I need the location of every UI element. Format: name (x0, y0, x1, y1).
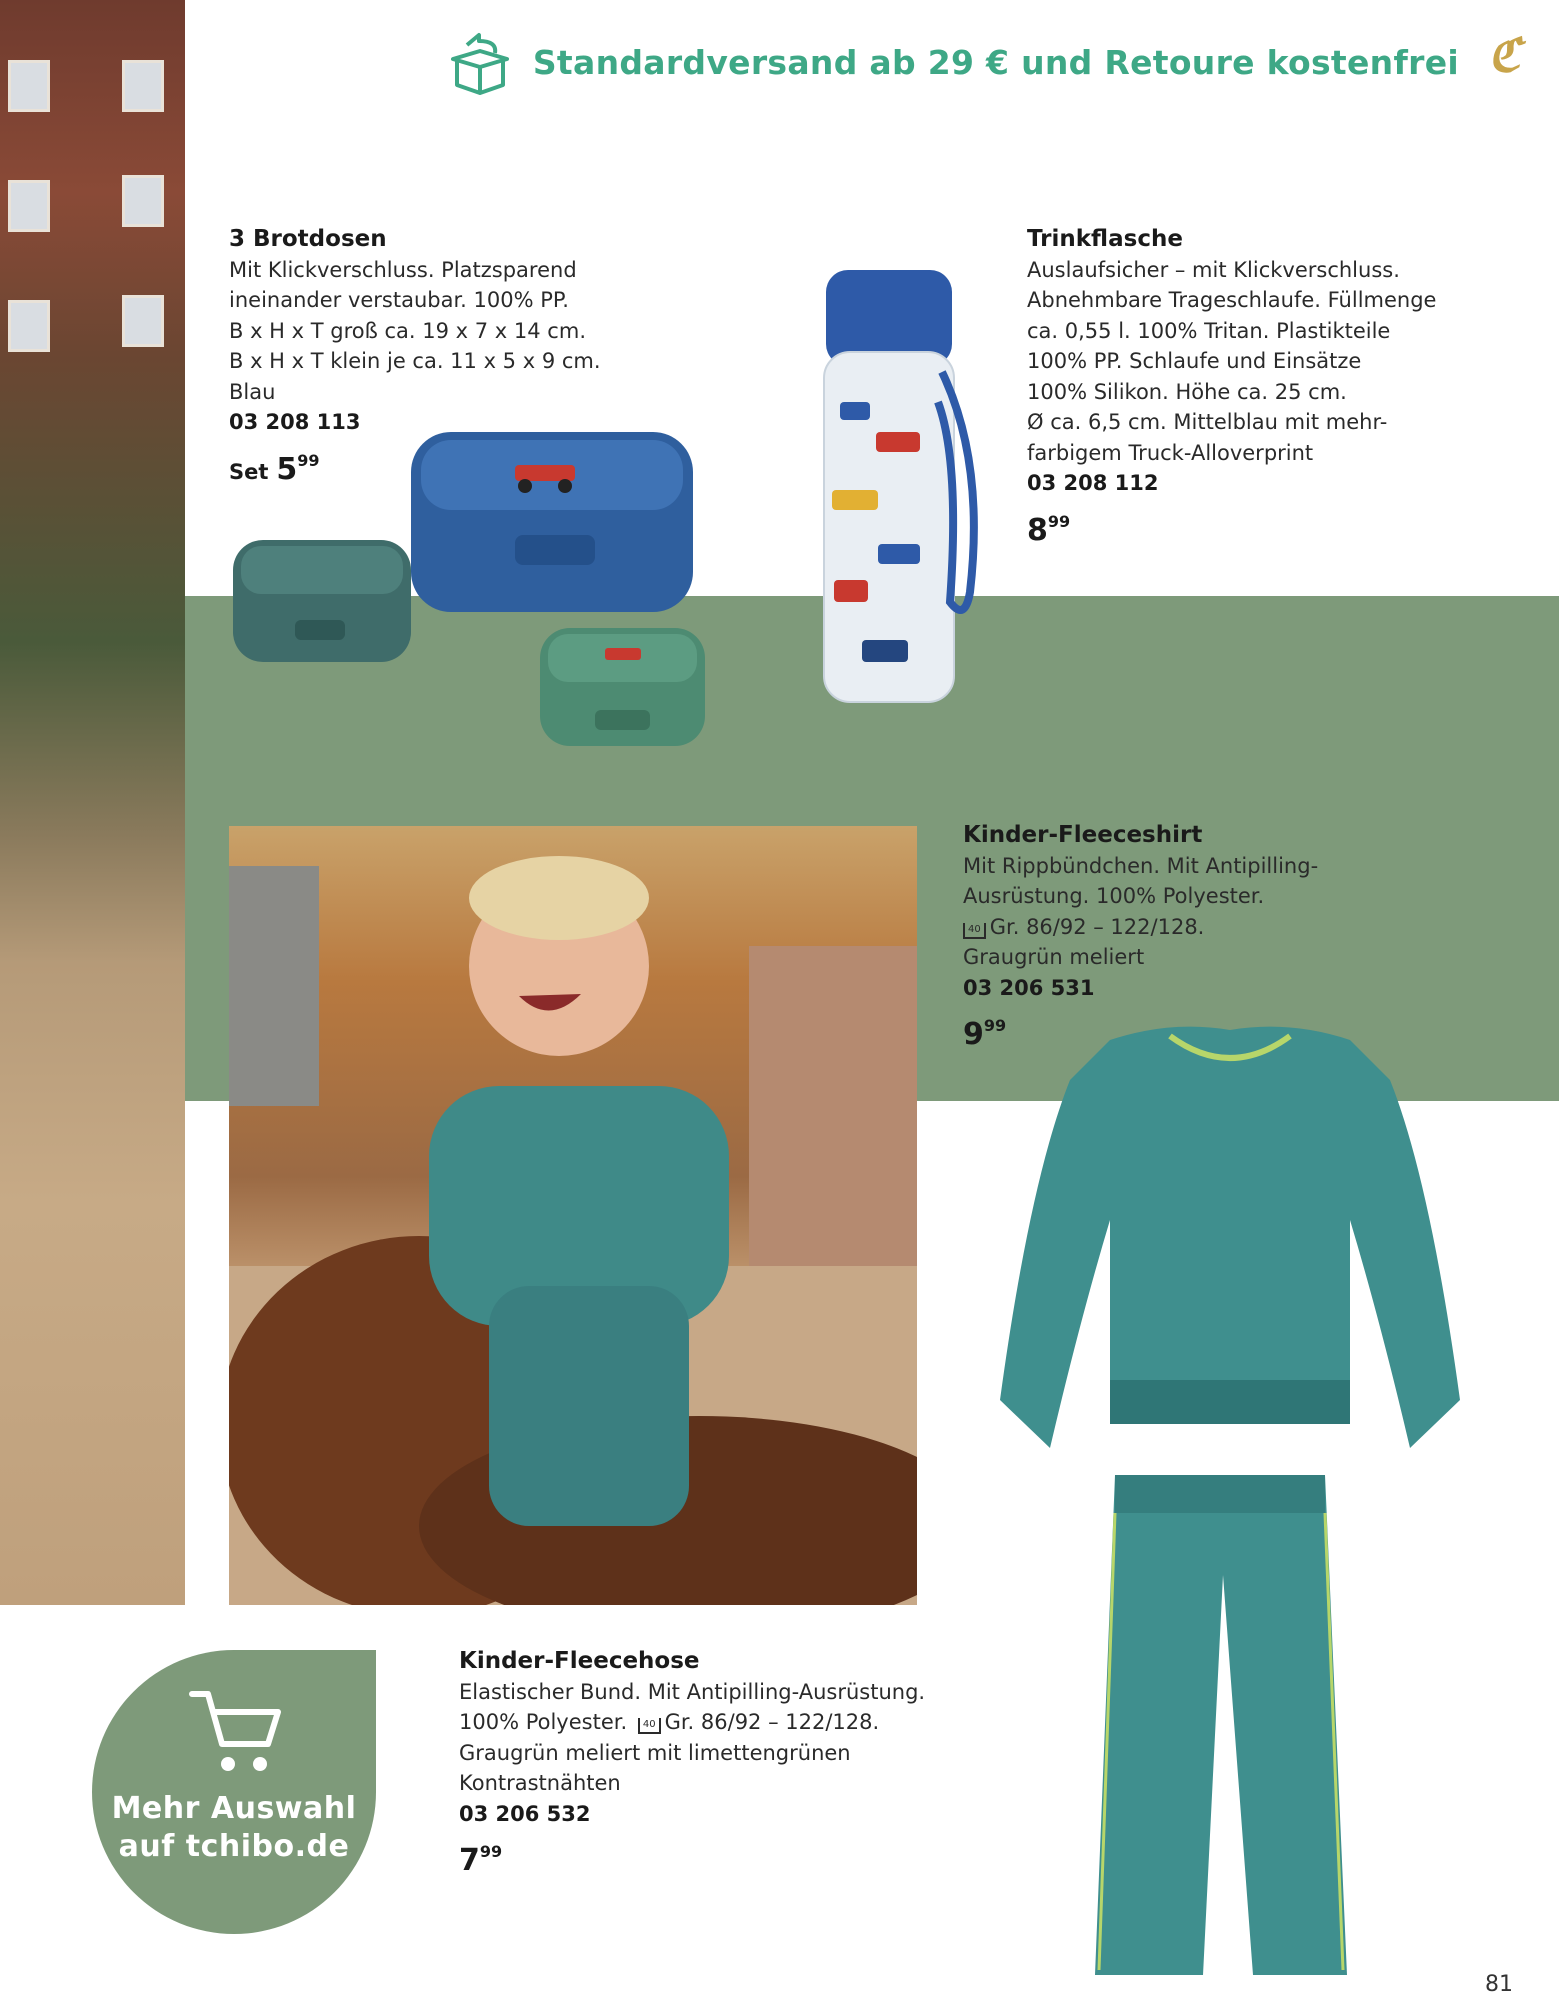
page-number: 81 (1485, 1972, 1513, 1997)
shopping-cart-icon (188, 1688, 284, 1778)
price-euro: 9 (963, 1017, 984, 1052)
product-description-line: Ausrüstung. 100% Polyester. (963, 884, 1265, 908)
more-choice-badge[interactable] (92, 1650, 376, 1934)
window-decoration (8, 60, 50, 112)
product-description-line (459, 1707, 939, 1738)
product-description-line: Mit Rippbündchen. Mit Antipilling- (963, 853, 1319, 878)
product-description-line: Abnehmbare Trageschlaufe. Füllmenge (1027, 288, 1437, 312)
product-title: Kinder-Fleecehose (459, 1648, 700, 1674)
price-euro: 8 (1027, 512, 1048, 548)
window-decoration (8, 180, 50, 232)
wash-40-icon: 40 (963, 923, 986, 939)
more-choice-text (92, 1790, 376, 1866)
article-number: 03 208 113 (229, 410, 361, 434)
product-description-line: B x H x T klein je ca. 11 x 5 x 9 cm. (229, 349, 601, 373)
drinking-bottle-image (810, 262, 990, 712)
product-description-line (963, 912, 1423, 943)
product-fleecehose (459, 1646, 939, 1879)
article-number: 03 206 532 (459, 1801, 591, 1826)
product-description-line: Ø ca. 6,5 cm. Mittelblau mit mehr- (1027, 410, 1388, 434)
price-cent: 99 (983, 1016, 1007, 1035)
price-cent: 99 (479, 1842, 503, 1861)
box-return-icon (445, 27, 515, 97)
price-euro: 7 (459, 1843, 480, 1878)
price (1027, 507, 1467, 549)
lunchbox-image (225, 420, 715, 750)
shipping-text: Standardversand ab 29 € und Retoure kostenfrei (532, 42, 1459, 82)
product-description-line: farbigem Truck-Alloverprint (1027, 440, 1314, 465)
material-text: 100% Polyester. (459, 1710, 628, 1734)
tchibo-logo-icon: ℭ (1487, 28, 1521, 82)
product-description-line: 100% Silikon. Höhe ca. 25 cm. (1027, 379, 1347, 404)
product-description-line: ineinander verstaubar. 100% PP. (229, 288, 569, 312)
article-number: 03 208 112 (1027, 471, 1159, 495)
window-decoration (122, 175, 164, 227)
fleecehose-image (1085, 1465, 1355, 1985)
child-playing-leaves-photo (229, 826, 917, 1605)
size-text: Gr. 86/92 – 122/128. (989, 914, 1205, 939)
photo-illustration (229, 826, 917, 1605)
product-description-line: Graugrün meliert (963, 945, 1145, 969)
badge-line: auf tchibo.de (118, 1829, 350, 1864)
product-description-line: B x H x T groß ca. 19 x 7 x 14 cm. (229, 318, 586, 343)
product-description-line: Kontrastnähten (459, 1771, 621, 1795)
shipping-banner (445, 26, 1459, 98)
product-description-line: Elastischer Bund. Mit Antipilling-Ausrüstung. (459, 1679, 926, 1704)
product-fleeceshirt (963, 820, 1423, 1053)
left-photo-strip (0, 0, 185, 1605)
window-decoration (8, 300, 50, 352)
product-title: 3 Brotdosen (229, 226, 387, 252)
price-euro: 5 (276, 451, 298, 487)
window-decoration (122, 295, 164, 347)
fleeceshirt-image (990, 1020, 1470, 1460)
product-description-line: Auslaufsicher – mit Klickverschluss. (1027, 257, 1400, 282)
product-description-line: ca. 0,55 l. 100% Tritan. Plastikteile (1027, 318, 1391, 343)
badge-line: Mehr Auswahl (111, 1791, 357, 1826)
price-cent: 99 (297, 450, 320, 470)
product-title: Kinder-Fleeceshirt (963, 822, 1203, 848)
window-decoration (122, 60, 164, 112)
price-cent: 99 (1047, 511, 1071, 531)
product-description-line: Graugrün meliert mit limettengrünen (459, 1740, 851, 1765)
product-description-line: 100% PP. Schlaufe und Einsätze (1027, 349, 1362, 373)
size-text: Gr. 86/92 – 122/128. (664, 1710, 880, 1734)
product-title: Trinkflasche (1027, 226, 1183, 252)
price-prefix: Set (229, 459, 269, 484)
wash-40-icon: 40 (638, 1718, 661, 1734)
product-bottle (1027, 224, 1467, 548)
price (459, 1837, 939, 1879)
article-number: 03 206 531 (963, 975, 1095, 1000)
product-description-line: Blau (229, 379, 276, 404)
product-description-line: Mit Klickverschluss. Platzsparend (229, 257, 577, 282)
